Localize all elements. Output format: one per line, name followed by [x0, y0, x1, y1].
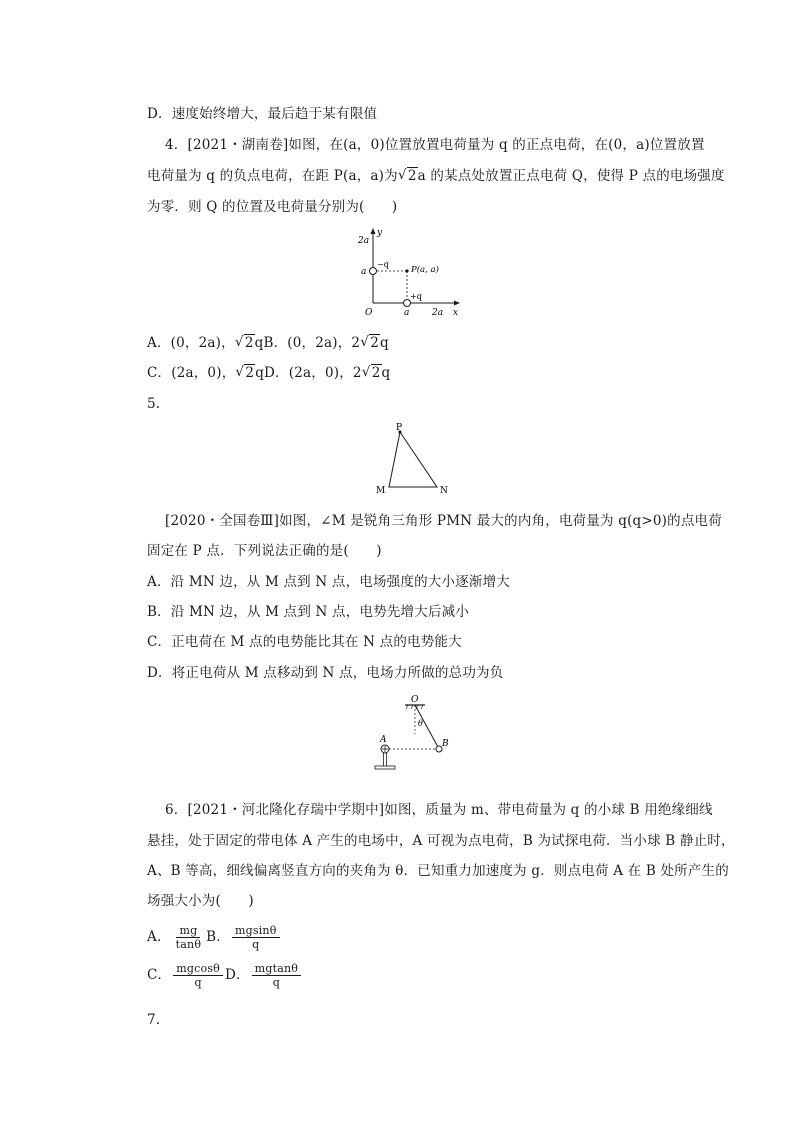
q6-stem-line4: 场强大小为( ) [147, 893, 254, 909]
ball-b-label: B [442, 739, 449, 749]
point-p-label: P(a, a) [411, 265, 439, 275]
q7-number: 7. [147, 1012, 161, 1028]
q4-stem-line2: 电荷量为 q 的负点电荷，在距 P(a，a)为√ 2a 的某点处放置正点电荷 Q，使得 P 点的电场强度 [147, 166, 725, 186]
q5-option-a: A．沿 MN 边，从 M 点到 N 点，电场强度的大小逐渐增大 [147, 574, 510, 590]
neg-charge-label: −q [377, 260, 389, 269]
q5-option-c: C．正电荷在 M 点的电势能比其在 N 点的电势能大 [147, 634, 462, 650]
q4-figure [355, 225, 465, 320]
q6-options-cd: C． $\frac{mgcos\theta}{q}$ D． $\frac{mgtan\theta}{q}$ [147, 962, 303, 989]
q4-options-cd: C．(2a，0)，√ 2qD．(2a，0)，2√ 2q [147, 363, 390, 383]
x-tick-2a: 2a [432, 308, 444, 318]
q6-stem-line2: 悬挂，处于固定的带电体 A 产生的电场中，A 可视为点电荷，B 为试探电荷．当小球 B 静止时， [147, 833, 735, 849]
pos-charge-label: +q [410, 292, 422, 301]
q5-triangle-figure [370, 420, 460, 500]
y-axis-label: y [377, 228, 383, 238]
angle-theta-label: θ [418, 719, 423, 728]
q6-stem-line3: A、B 等高，细线偏离竖直方向的夹角为 θ．已知重力加速度为 g．则点电荷 A 在 B 处所产生的 [147, 863, 729, 879]
x-axis-label: x [453, 308, 459, 318]
x-tick-a: a [404, 308, 410, 318]
q4-options-ab: A．(0，2a)，√ 2qB．(0，2a)，2√ 2q [147, 333, 389, 353]
q4-stem-line1: 4．[2021・湖南卷]如图，在(a，0)位置放置电荷量为 q 的正点电荷，在(0，a)位置放置 [165, 137, 705, 153]
y-tick-a: a [361, 267, 367, 277]
q5-stem-line2: 固定在 P 点．下列说法正确的是( ) [147, 543, 382, 559]
q6-options-ab: A． $\frac{mg}{\tan\theta}$ B． $\frac{mgsin\theta}{q}$ [147, 924, 282, 951]
charge-a-label: A [380, 735, 387, 745]
q5-number: 5. [147, 396, 161, 412]
q3-option-d: D．速度始终增大，最后趋于某有限值 [147, 106, 378, 122]
y-tick-2a: 2a [358, 236, 370, 246]
q6-stem-line1: 6．[2021・河北隆化存瑞中学期中]如图，质量为 m、带电荷量为 q 的小球 B 用绝缘细线 [165, 802, 713, 818]
q5-stem-line1: [2020・全国卷Ⅲ]如图，∠M 是锐角三角形 PMN 最大的内角，电荷量为 q(q>0)的点电荷 [165, 513, 722, 529]
point-o-label: O [411, 695, 419, 705]
vertex-m-label: M [376, 486, 386, 496]
origin-label: O [365, 308, 373, 318]
q4-stem-line3: 为零．则 Q 的位置及电荷量分别为( ) [147, 199, 398, 215]
q6-pendulum-figure [365, 692, 465, 772]
vertex-n-label: N [440, 486, 448, 496]
q5-option-b: B．沿 MN 边，从 M 点到 N 点，电势先增大后减小 [147, 604, 470, 620]
q5-option-d: D．将正电荷从 M 点移动到 N 点，电场力所做的总功为负 [147, 665, 504, 681]
vertex-p-label: P [396, 423, 403, 433]
